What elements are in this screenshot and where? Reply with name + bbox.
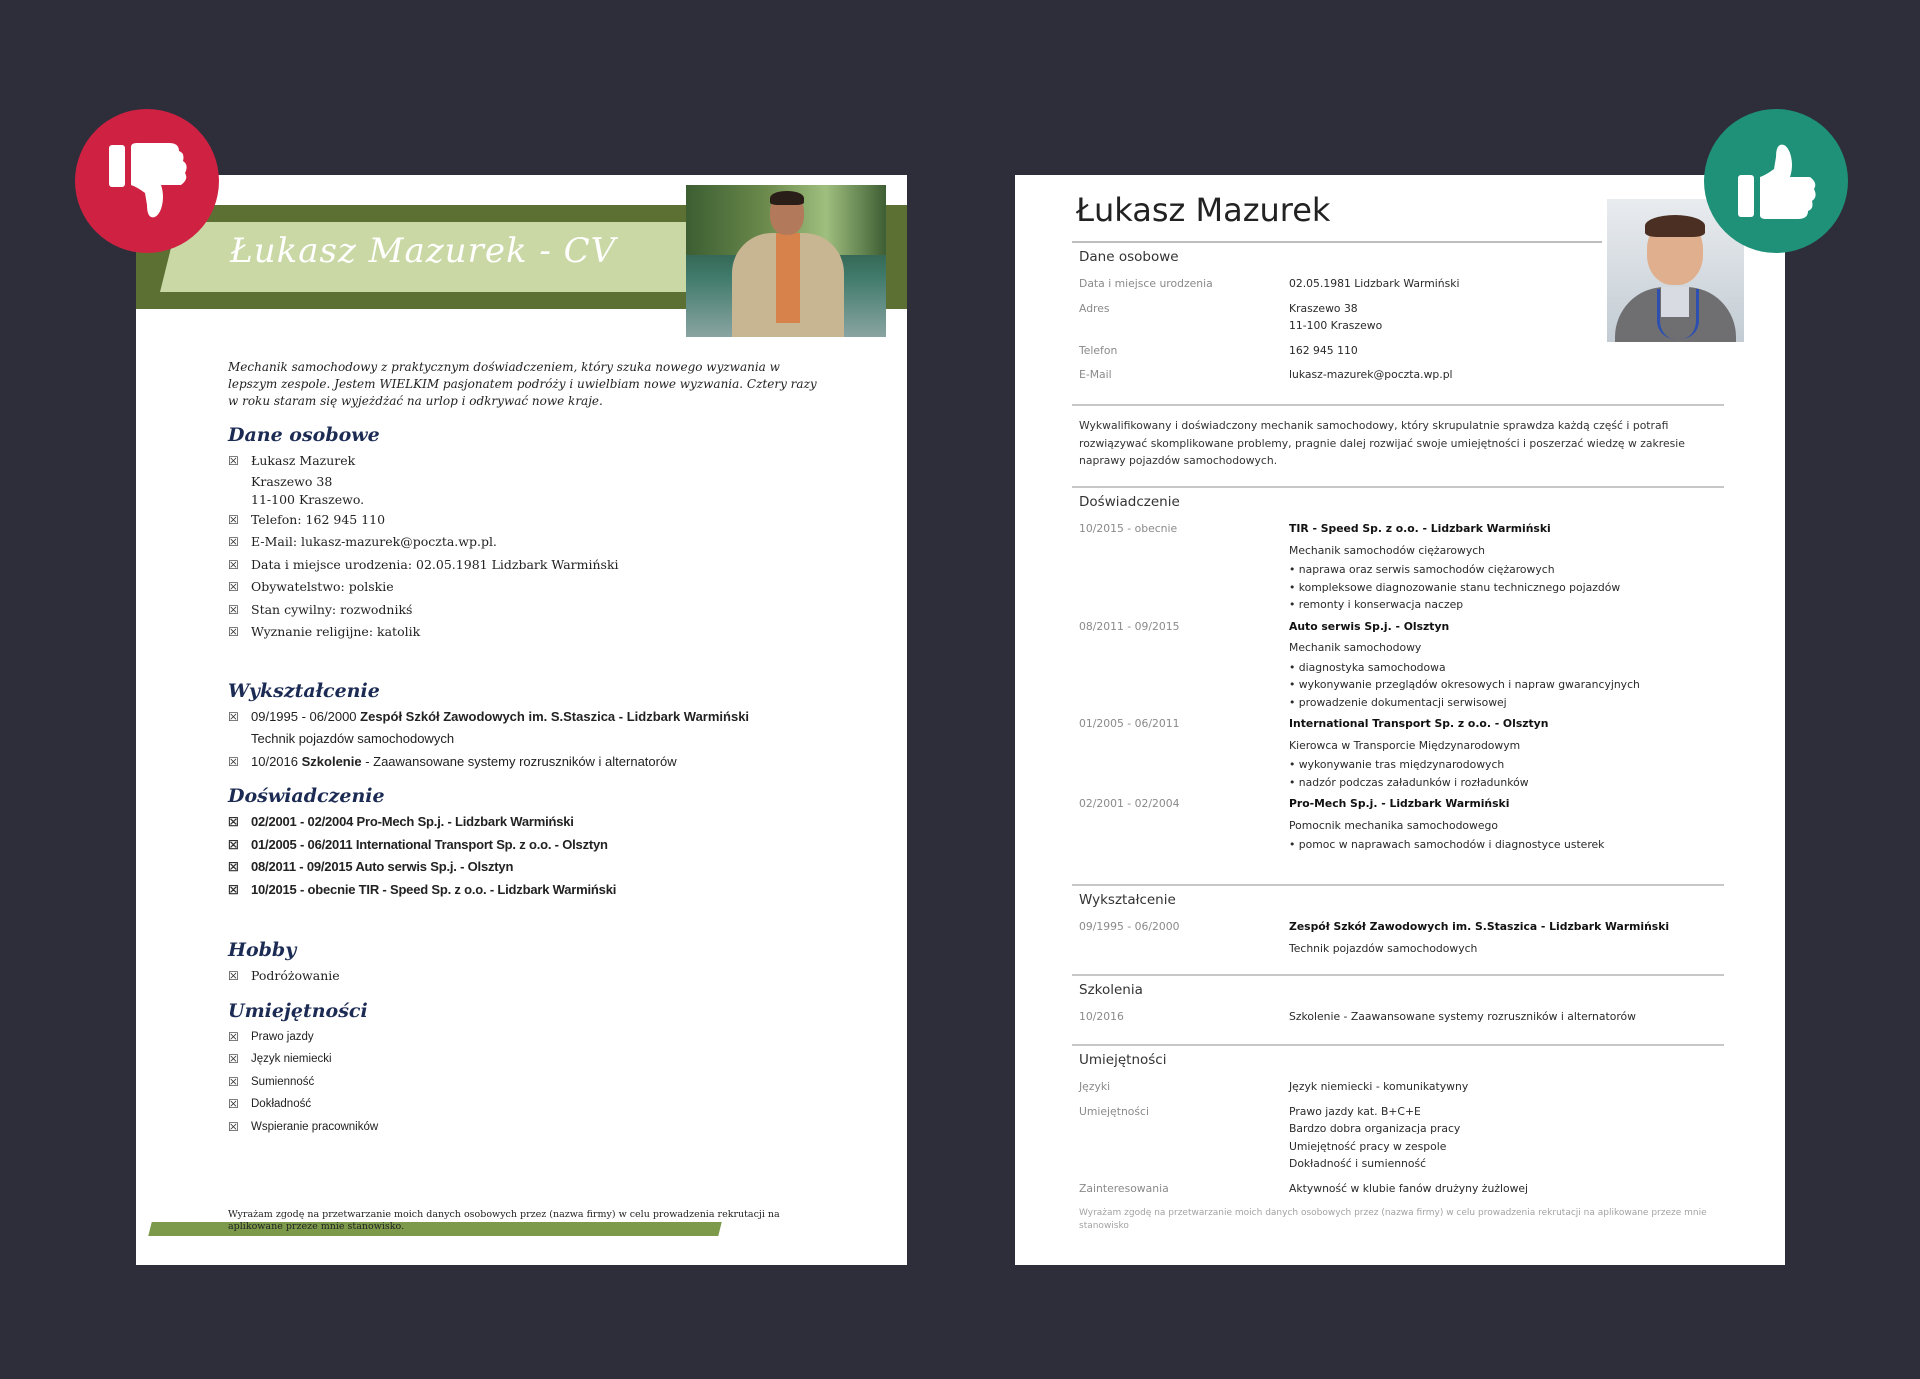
section-heading-experience: Doświadczenie	[228, 785, 385, 807]
section-heading-personal: Dane osobowe	[228, 424, 380, 446]
birth-label: Data i miejsce urodzenia	[1079, 277, 1213, 290]
list-item: 11-100 Kraszewo.	[251, 491, 365, 507]
list-item: ☒ 10/2015 - obecnie TIR - Speed Sp. z o.o. - Lidzbark Warmiński	[228, 879, 828, 902]
phone-label: Telefon	[1079, 343, 1118, 357]
thumbs-up-badge	[1704, 109, 1848, 253]
list-item: Kraszewo 38	[251, 473, 333, 489]
list-item: ☒ Obywatelstwo: polskie	[228, 576, 828, 599]
list-item: ☒ 08/2011 - 09/2015 Auto serwis Sp.j. - Olsztyn	[228, 856, 828, 879]
job-entry: 10/2015 - obecnie TIR - Speed Sp. z o.o. - Lidzbark Warmiński Mechanik samochodów ciężarowych • naprawa oraz serwis samochodów ciężarowych • kompleksowe diagnozowanie stanu technicznego pojazdów • remonty i konserwacja naczep	[1079, 522, 1621, 611]
list-item: ☒ 09/1995 - 06/2000 Zespół Szkół Zawodowych im. S.Staszica - Lidzbark Warmiński	[228, 706, 828, 729]
address-line: Kraszewo 38	[1289, 301, 1358, 315]
section-heading-skills: Umiejętności	[1079, 1052, 1167, 1068]
address-label: Adres	[1079, 301, 1110, 315]
phone-value: 162 945 110	[1289, 343, 1358, 357]
section-heading-education: Wykształcenie	[228, 679, 380, 702]
job-entry: 01/2005 - 06/2011 International Transport Sp. z o.o. - Olsztyn Kierowca w Transporcie Międzynarodowym • wykonywanie tras międzynarodowych • nadzór podczas załadunków i rozładunków	[1079, 717, 1549, 789]
skills-list	[228, 1026, 828, 1139]
cv-body	[228, 359, 828, 1138]
list-item: ☒ Dokładność	[228, 1093, 828, 1116]
education-section: Wykształcenie 09/1995 - 06/2000 Zespół Szkół Zawodowych im. S.Staszica - Lidzbark Warmiński Technik pojazdów samochodowych	[1079, 892, 1729, 957]
personal-section	[1079, 249, 1729, 384]
personal-list	[228, 450, 828, 644]
thumbs-up-icon	[1736, 139, 1816, 223]
list-item: ☒ Podróżowanie	[228, 965, 828, 988]
skills-section: Umiejętności Języki Język niemiecki - komunikatywny Umiejętności Prawo jazdy kat. B+C+E Bardzo dobra organizacja pracy Umiejętność pracy w zespole Dokładność i sumienność Zainteresowania Aktywność w klubie fanów drużyny żużlowej Wyrażam zgodę na przetwarzanie moich danych osobowych przez (nazwa firmy) w celu prowadzenia rekrutacji na aplikowane przeze mnie stanowisko	[1079, 1052, 1729, 1233]
address-line: 11-100 Kraszewo	[1289, 319, 1383, 332]
email-label: E-Mail	[1079, 368, 1112, 381]
list-item: ☒ 10/2016 Szkolenie - Zaawansowane systemy rozruszników i alternatorów	[228, 751, 828, 774]
intro-text: Mechanik samochodowy z praktycznym doświadczeniem, który szuka nowego wyzwania w lepszym zespole. Jestem WIELKIM pasjonatem podróży i uwielbiam nowe wyzwania. Cztery razy w roku staram się wyjeżdżać na urlop i odkrywać nowe kraje.	[228, 360, 817, 408]
good-cv-document	[1015, 175, 1785, 1265]
experience-list	[228, 811, 828, 901]
list-item: ☒ Język niemiecki	[228, 1048, 828, 1071]
list-item: ☒ 01/2005 - 06/2011 International Transport Sp. z o.o. - Olsztyn	[228, 834, 828, 857]
divider	[1072, 884, 1724, 886]
list-item: ☒ Stan cywilny: rozwodnikś	[228, 599, 828, 622]
email-value: lukasz-mazurek@poczta.wp.pl	[1289, 368, 1453, 381]
divider	[1072, 486, 1724, 488]
summary-text: Wykwalifikowany i doświadczony mechanik samochodowy, który skrupulatnie sprawdza każdą część i potrafi rozwiązywać skomplikowane problemy, pragnie dalej rozwijać swoje umiejętności i poszerzać wiedzę w zakresie naprawy pojazdów samochodowych.	[1079, 419, 1685, 467]
section-heading-training: Szkolenia	[1079, 982, 1143, 998]
divider	[1072, 241, 1602, 243]
list-item: ☒ E-Mail: lukasz-mazurek@poczta.wp.pl.	[228, 531, 828, 554]
section-heading-personal: Dane osobowe	[1079, 249, 1179, 265]
profile-photo	[686, 185, 886, 337]
thumbs-down-badge	[75, 109, 219, 253]
job-entry: 08/2011 - 09/2015 Auto serwis Sp.j. - Olsztyn Mechanik samochodowy • diagnostyka samochodowa • wykonywanie przeglądów okresowych i napraw gwarancyjnych • prowadzenie dokumentacji serwisowej	[1079, 619, 1640, 709]
list-item: ☒ Telefon: 162 945 110	[228, 509, 828, 532]
list-item: ☒ 02/2001 - 02/2004 Pro-Mech Sp.j. - Lidzbark Warmiński	[228, 811, 828, 834]
hobby-list	[228, 965, 828, 988]
list-item: Technik pojazdów samochodowych	[251, 731, 455, 746]
section-heading-skills: Umiejętności	[228, 999, 368, 1022]
divider	[1072, 404, 1724, 406]
consent-text: Wyrażam zgodę na przetwarzanie moich danych osobowych przez (nazwa firmy) w celu prowadzenia rekrutacji na aplikowane przeze mnie stanowisko.	[228, 1209, 780, 1232]
section-heading-education: Wykształcenie	[1079, 892, 1176, 908]
cv-name: Łukasz Mazurek	[1076, 191, 1331, 229]
job-entry: 02/2001 - 02/2004 Pro-Mech Sp.j. - Lidzbark Warmiński Pomocnik mechanika samochodowego • pomoc w naprawach samochodów i diagnostyce usterek	[1079, 797, 1605, 851]
consent-text: Wyrażam zgodę na przetwarzanie moich danych osobowych przez (nazwa firmy) w celu prowadzenia rekrutacji na aplikowane przeze mnie stanowisko	[1079, 1208, 1707, 1231]
divider	[1072, 1044, 1724, 1046]
section-heading-hobby: Hobby	[228, 939, 297, 961]
list-item: ☒ Data i miejsce urodzenia: 02.05.1981 Lidzbark Warmiński	[228, 554, 828, 577]
education-list	[228, 706, 828, 774]
divider	[1072, 974, 1724, 976]
list-item: ☒ Sumienność	[228, 1071, 828, 1094]
list-item: ☒ Prawo jazdy	[228, 1026, 828, 1049]
training-section: Szkolenia 10/2016 Szkolenie - Zaawansowane systemy rozruszników i alternatorów	[1079, 982, 1729, 1026]
thumbs-down-icon	[107, 139, 187, 223]
list-item: ☒ Wyznanie religijne: katolik	[228, 621, 828, 644]
section-heading-experience: Doświadczenie	[1079, 494, 1180, 510]
bad-cv-document	[136, 175, 907, 1265]
list-item: ☒ Łukasz Mazurek	[228, 450, 828, 473]
cv-title: Łukasz Mazurek - CV	[230, 231, 617, 271]
list-item: ☒ Wspieranie pracowników	[228, 1116, 828, 1139]
birth-value: 02.05.1981 Lidzbark Warmiński	[1289, 277, 1460, 290]
summary-section	[1079, 417, 1719, 470]
experience-section	[1079, 494, 1729, 854]
